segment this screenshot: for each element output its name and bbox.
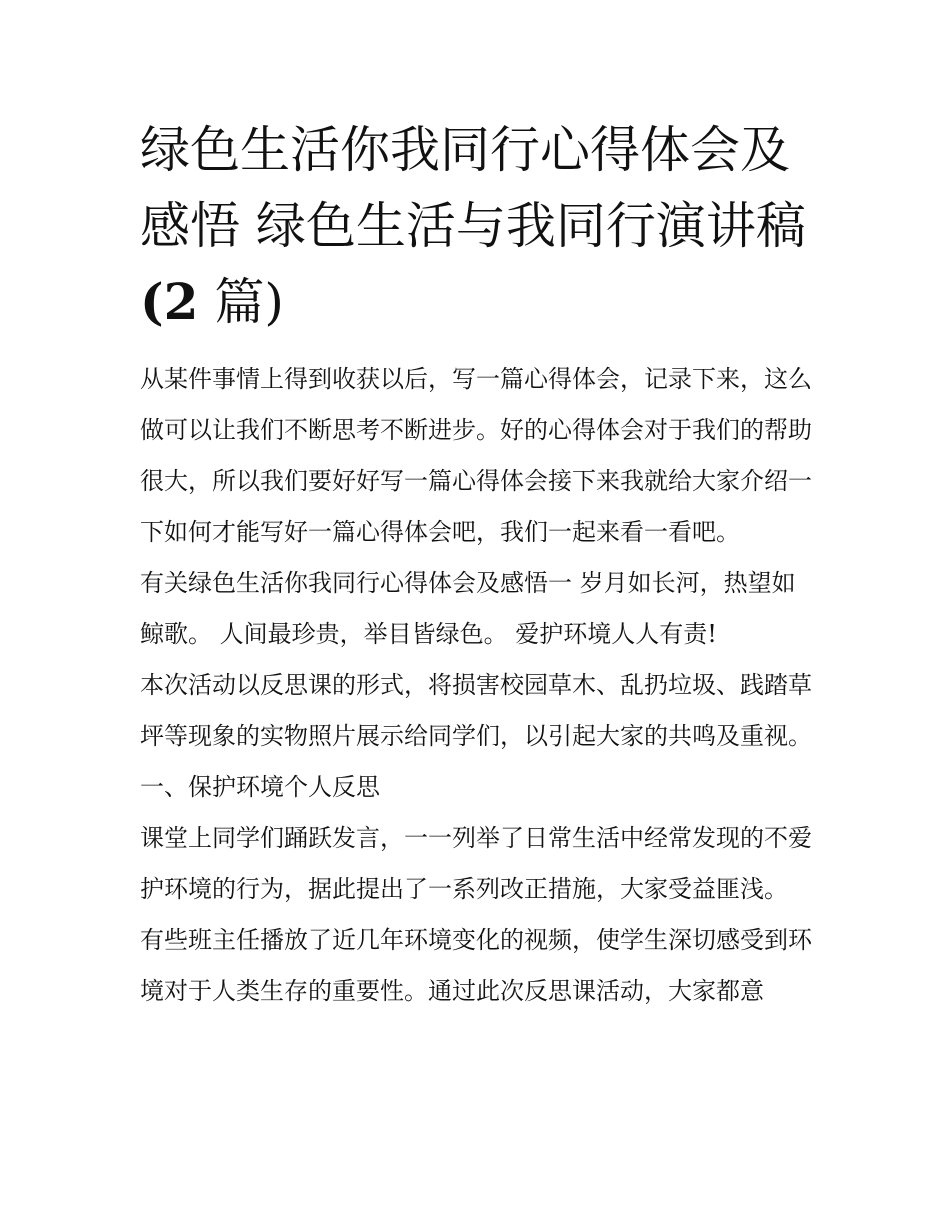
paragraph-intro: 从某件事情上得到收获以后，写一篇心得体会，记录下来，这么做可以让我们不断思考不断进步。好的心得体会对于我们的帮助很大，所以我们要好好写一篇心得体会接下来我就给大家介绍一下如何才能写好一篇心得体会吧，我们一起来看一看吧。: [140, 365, 812, 546]
title-line-3-prefix: (2: [140, 272, 199, 331]
paragraph-opening: 有关绿色生活你我同行心得体会及感悟一 岁月如长河，热望如鲸歌。 人间最珍贵，举目皆绿色。 爱护环境人人有责!: [140, 569, 796, 648]
document-title: [140, 112, 812, 340]
title-line-1: 绿色生活你我同行心得体会及: [140, 121, 790, 179]
paragraph-activity: 本次活动以反思课的形式，将损害校园草木、乱扔垃圾、践踏草坪等现象的实物照片展示给同学们，以引起大家的共鸣及重视。 一、保护环境个人反思: [140, 671, 812, 801]
document-body: [140, 112, 812, 1017]
paragraph-discussion: 课堂上同学们踊跃发言，一一列举了日常生活中经常发现的不爱护环境的行为，据此提出了一系列改正措施，大家受益匪浅。: [140, 824, 812, 903]
paragraph-video: 有些班主任播放了近几年环境变化的视频，使学生深切感受到环境对于人类生存的重要性。通过此次反思课活动，大家都意: [140, 926, 812, 1005]
title-line-2: 感悟 绿色生活与我同行演讲稿: [140, 197, 806, 255]
title-line-3-suffix: 篇): [214, 273, 284, 331]
